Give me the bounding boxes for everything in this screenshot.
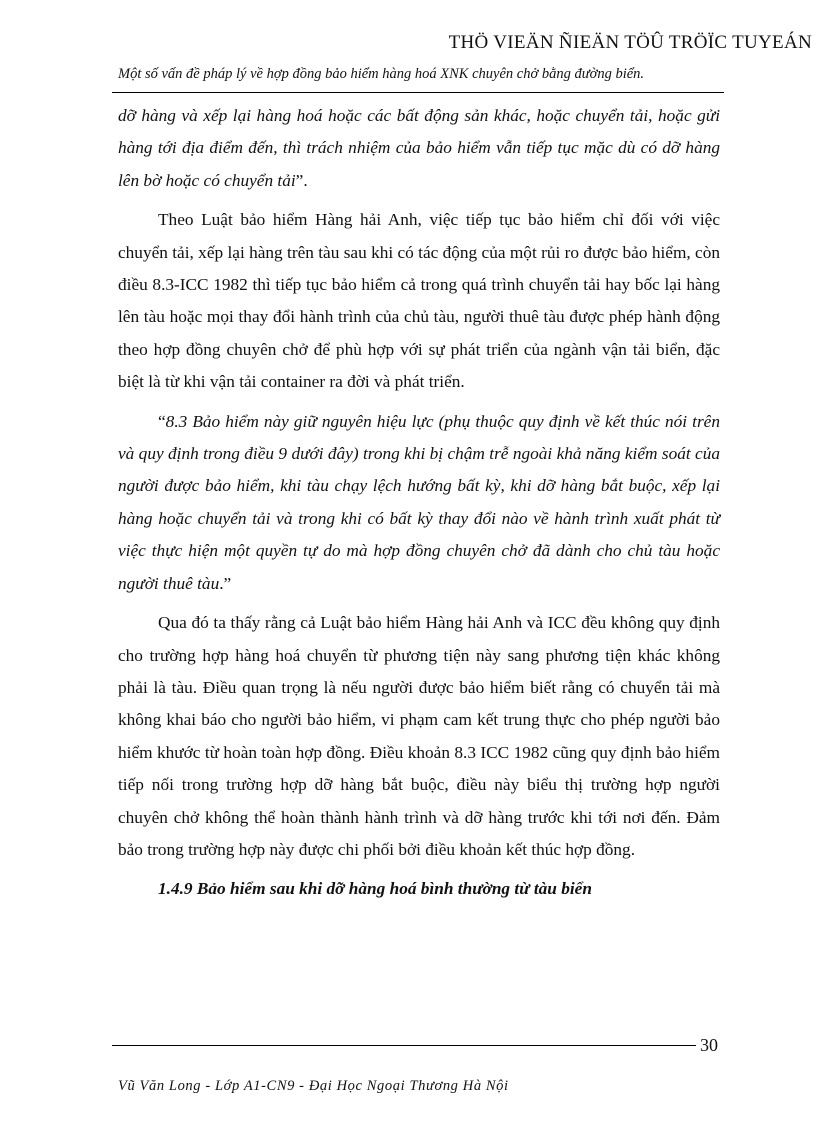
- library-watermark: THÖ VIEÄN ÑIEÄN TÖÛ TRÖÏC TUYEÁN: [448, 32, 812, 53]
- footer-author: Vũ Văn Long - Lớp A1-CN9 - Đại Học Ngoại Thương Hà Nội: [118, 1078, 509, 1094]
- paragraph-clause-8-3: [118, 406, 720, 600]
- header-rule: [112, 92, 724, 93]
- continued-quote-text: dỡ hàng và xếp lại hàng hoá hoặc các bất động sản khác, hoặc chuyển tải, hoặc gửi hàng tới địa điểm đến, thì trách nhiệm của bảo hiểm vẫn tiếp tục mặc dù có dỡ hàng lên bờ hoặc có chuyển tải: [118, 106, 720, 190]
- paragraph-analysis: Qua đó ta thấy rằng cả Luật bảo hiểm Hàng hải Anh và ICC đều không quy định cho trường hợp hàng hoá chuyển từ phương tiện này sang phương tiện khác không phải là tàu. Điều quan trọng là nếu người được bảo hiểm biết rằng có chuyển tải mà không khai báo cho người bảo hiểm, vi phạm cam kết trung thực cho phép người bảo hiểm khước từ hoàn toàn hợp đồng. Điều khoản 8.3 ICC 1982 cũng quy định bảo hiểm tiếp nối trong trường hợp dỡ hàng bắt buộc, điều này biểu thị trường hợp người chuyên chở không thể hoàn thành hành trình và dỡ hàng trước khi tới nơi đến. Đảm bảo trong trường hợp này được chi phối bởi điều khoản kết thúc hợp đồng.: [118, 613, 720, 859]
- main-content: [118, 100, 720, 913]
- clause-quote-text: 8.3 Bảo hiểm này giữ nguyên hiệu lực (phụ thuộc quy định về kết thúc nói trên và quy định trong điều 9 dưới đây) trong khi bị chậm trễ ngoài khả năng kiểm soát của người được bảo hiểm, khi tàu chạy lệch hướng bất kỳ, khi dỡ hàng bắt buộc, xếp lại hàng hoặc chuyển tải và trong khi có bất kỳ thay đổi nào về hành trình xuất phát từ việc thực hiện một quyền tự do mà hợp đồng chuyên chở đã dành cho chủ tàu hoặc người thuê tàu: [118, 411, 720, 593]
- page-header-subtitle: Một số vấn đề pháp lý về hợp đồng bảo hiểm hàng hoá XNK chuyên chở bằng đường biển.: [118, 66, 645, 82]
- section-heading: 1.4.9 Bảo hiểm sau khi dỡ hàng hoá bình thường từ tàu biển: [158, 879, 592, 899]
- continued-quote-end: ”.: [295, 170, 308, 190]
- clause-quote-close: .”: [219, 573, 232, 593]
- page-number: 30: [700, 1035, 718, 1055]
- footer-rule: [112, 1045, 696, 1046]
- clause-quote-open: “: [158, 411, 166, 431]
- paragraph-english-law: Theo Luật bảo hiểm Hàng hải Anh, việc tiếp tục bảo hiểm chỉ đối với việc chuyển tải, xếp lại hàng trên tàu sau khi có tác động của một rủi ro được bảo hiểm, còn điều 8.3-ICC 1982 thì tiếp tục bảo hiểm cả trong quá trình chuyển tải hay bốc lại hàng lên tàu hoặc mọi thay đổi hành trình của chủ tàu, người thuê tàu được phép hành động theo hợp đồng chuyên chở để phù hợp với sự phát triển của ngành vận tải biển, đặc biệt là từ khi vận tải container ra đời và phát triển.: [118, 210, 720, 392]
- paragraph-continued-quote: [118, 100, 720, 197]
